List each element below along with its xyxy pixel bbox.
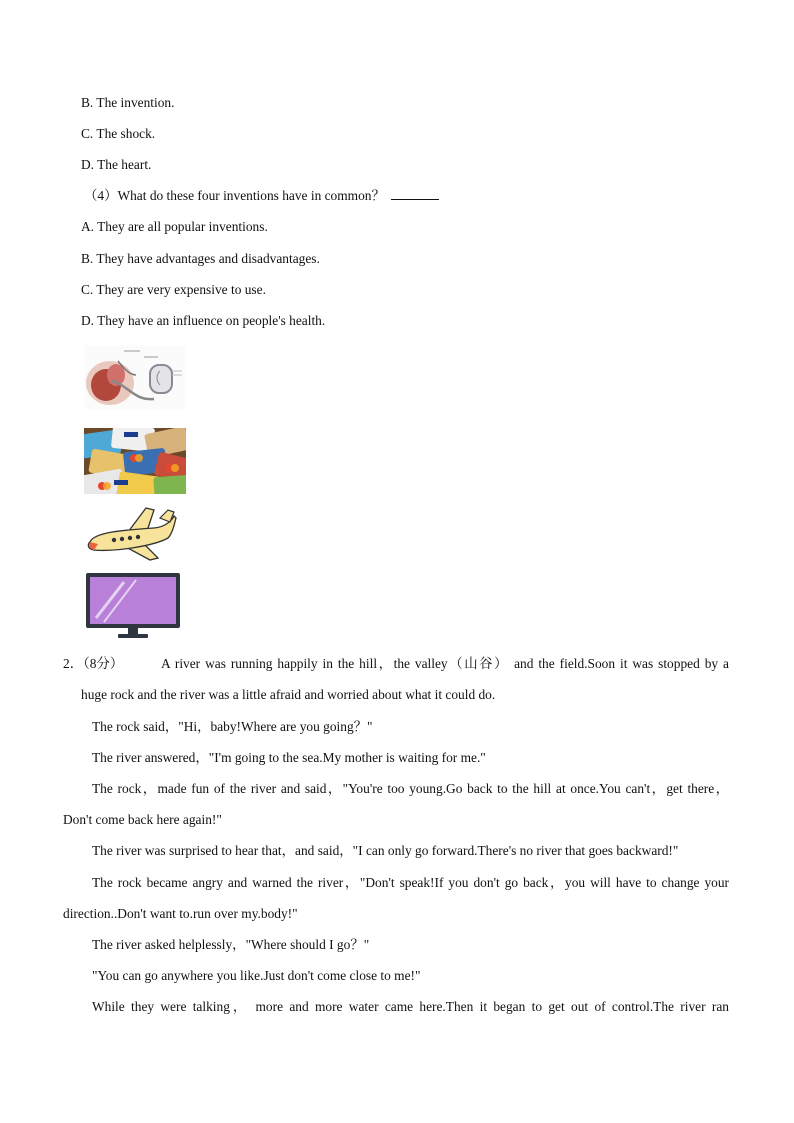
option-b: B. The invention. [81, 95, 175, 110]
q2-line-1: A river was running happily in the hill，the valley（山谷） and the field.Soon it was stopped by a [161, 656, 729, 671]
q4-option-b: B. They have advantages and disadvantages. [81, 251, 320, 266]
question-4-text: （4）What do these four inventions have in common？ [84, 188, 385, 203]
q2-line-8: The rock became angry and warned the river，"Don't speak!If you don't go back，you will have to change your [92, 875, 729, 890]
q2-line-7: The river was surprised to hear that，and said，"I can only go forward.There's no river that goes backward!" [92, 843, 679, 858]
q2-line-10: The river asked helplessly，"Where should I go？" [92, 937, 370, 952]
q2-line-6: Don't come back here again!" [63, 812, 222, 827]
question-4-stem [84, 187, 439, 205]
q4-option-a: A. They are all popular inventions. [81, 219, 268, 234]
q2-line-5: The rock，made fun of the river and said，"You're too young.Go back to the hill at once.You can't，get there， [92, 781, 729, 796]
television-image [84, 572, 186, 640]
q2-line-2: huge rock and the river was a little afraid and worried about what it could do. [81, 687, 496, 702]
pacemaker-image [84, 345, 186, 409]
q2-number: 2．（8分） [63, 656, 124, 671]
q4-option-d: D. They have an influence on people's health. [81, 313, 326, 328]
option-c: C. The shock. [81, 126, 156, 141]
airplane-image [84, 506, 186, 562]
q4-option-c: C. They are very expensive to use. [81, 282, 266, 297]
option-d: D. The heart. [81, 157, 152, 172]
answer-blank[interactable] [391, 187, 439, 200]
credit-cards-image [84, 428, 186, 494]
q2-line-9: direction..Don't want to.run over my.body!" [63, 906, 298, 921]
q2-line-11: "You can go anywhere you like.Just don't come close to me!" [92, 968, 421, 983]
q2-first-line [63, 655, 729, 673]
q2-line-12: While they were talking， more and more water came here.Then it began to get out of control.The river ran [92, 999, 729, 1014]
q2-line-3: The rock said，"Hi，baby!Where are you going？" [92, 719, 373, 734]
q2-line-4: The river answered，"I'm going to the sea.My mother is waiting for me." [92, 750, 486, 765]
